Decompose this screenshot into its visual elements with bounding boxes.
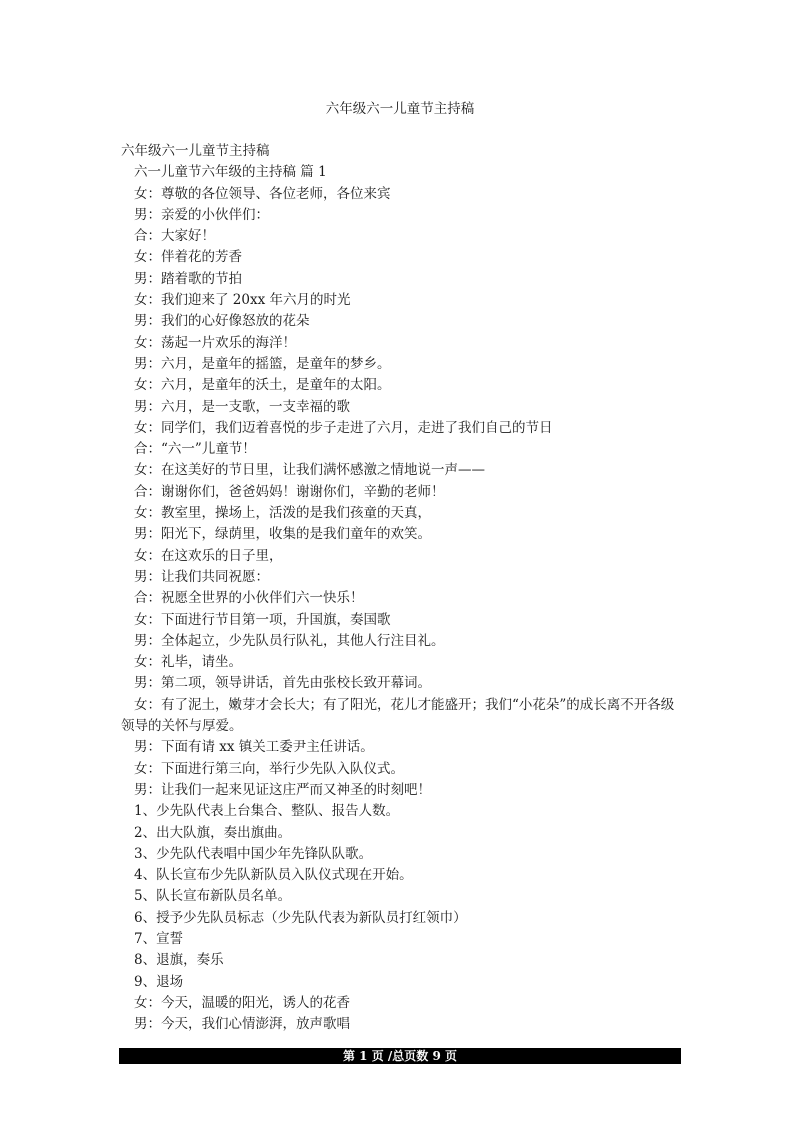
text-line: 女：伴着花的芳香	[134, 249, 242, 266]
text-line: 女：同学们，我们迈着喜悦的步子走进了六月，走进了我们自己的节日	[134, 419, 553, 436]
text-line: 合：“六一”儿童节！	[134, 441, 256, 458]
text-line: 8、退旗，奏乐	[134, 952, 224, 969]
page-footer: 第 1 页 /总页数 9 页	[119, 1048, 681, 1064]
text-line: 女：荡起一片欢乐的海洋！	[134, 334, 296, 351]
text-line: 女：六月，是童年的沃土，是童年的太阳。	[134, 377, 391, 394]
text-line: 女：在这欢乐的日子里，	[134, 547, 283, 564]
page-title: 六年级六一儿童节主持稿	[325, 101, 475, 117]
text-line: 男：让我们一起来见证这庄严而又神圣的时刻吧！	[134, 781, 431, 798]
document-body	[121, 141, 687, 1035]
text-line: 女：下面进行第三向，举行少先队入队仪式。	[134, 760, 404, 777]
text-line: 男：六月，是童年的摇篮，是童年的梦乡。	[134, 355, 391, 372]
text-line: 4、队长宣布少先队新队员入队仪式现在开始。	[134, 867, 413, 884]
text-line: 合：谢谢你们，爸爸妈妈！谢谢你们，辛勤的老师！	[134, 483, 445, 500]
text-line: 男：踏着歌的节拍	[134, 270, 242, 287]
text-line: 6、授予少先队员标志（少先队代表为新队员打红领巾）	[134, 909, 467, 926]
text-line: 男：今天，我们心情澎湃，放声歌唱	[134, 1016, 350, 1033]
text-line: 女：礼毕，请坐。	[134, 654, 242, 671]
text-line: 女：在这美好的节日里，让我们满怀感激之情地说一声——	[134, 462, 485, 479]
text-line: 男：下面有请 xx 镇关工委尹主任讲话。	[134, 739, 374, 756]
text-line: 男：阳光下，绿荫里，收集的是我们童年的欢笑。	[134, 526, 431, 543]
text-line: 男：全体起立，少先队员行队礼，其他人行注目礼。	[134, 632, 445, 649]
text-line: 女：今天，温暖的阳光，诱人的花香	[134, 994, 350, 1011]
text-line: 男：第二项，领导讲话，首先由张校长致开幕词。	[134, 675, 431, 692]
text-line: 女：教室里，操场上，活泼的是我们孩童的天真，	[134, 505, 431, 522]
text-line: 女：我们迎来了 20xx 年六月的时光	[134, 292, 351, 309]
text-line: 2、出大队旗，奏出旗曲。	[134, 824, 292, 841]
text-line: 合：大家好！	[134, 228, 215, 245]
text-line: 合：祝愿全世界的小伙伴们六一快乐！	[134, 590, 364, 607]
text-line: 7、宣誓	[134, 930, 184, 947]
text-line: 女：下面进行节目第一项，升国旗，奏国歌	[134, 611, 391, 628]
text-line: 领导的关怀与厚爱。	[121, 718, 243, 735]
text-line: 六一儿童节六年级的主持稿 篇 1	[134, 164, 327, 181]
text-line: 3、少先队代表唱中国少年先锋队队歌。	[134, 845, 373, 862]
text-line: 5、队长宣布新队员名单。	[134, 888, 292, 905]
text-line: 女：尊敬的各位领导、各位老师，各位来宾	[134, 185, 391, 202]
text-line: 男：六月，是一支歌，一支幸福的歌	[134, 398, 350, 415]
text-line: 9、退场	[134, 973, 184, 990]
text-line: 六年级六一儿童节主持稿	[121, 143, 270, 159]
text-line: 男：让我们共同祝愿：	[134, 568, 269, 585]
text-line: 1、少先队代表上台集合、整队、报告人数。	[134, 803, 400, 820]
text-line: 男：亲爱的小伙伴们：	[134, 206, 269, 223]
text-line: 女：有了泥土，嫩芽才会长大；有了阳光，花儿才能盛开；我们“小花朵”的成长离不开各级	[134, 696, 675, 713]
text-line: 男：我们的心好像怒放的花朵	[134, 313, 310, 330]
